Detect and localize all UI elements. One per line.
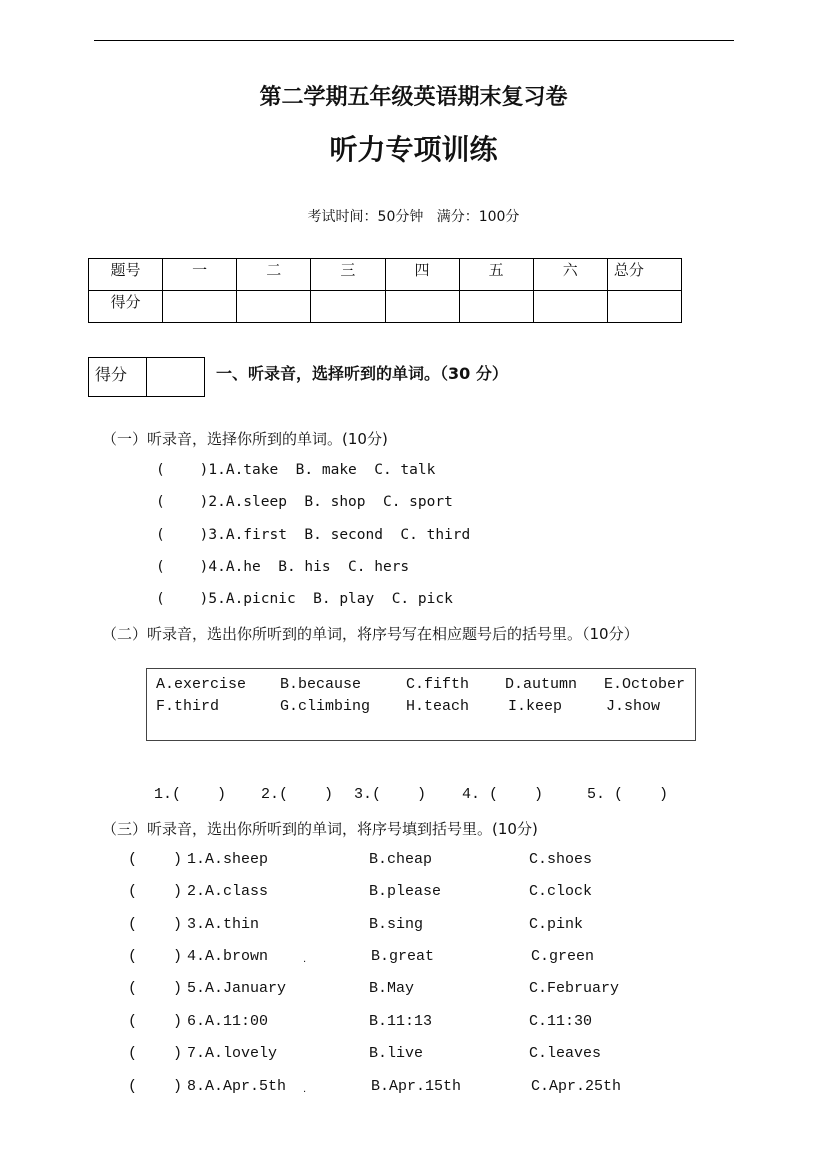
option-b: B.11:13	[369, 1013, 433, 1030]
part1-item: ( )1.A.take B. make C. talk	[156, 462, 436, 478]
option-a: 3.A.thin	[187, 916, 260, 933]
word-bank-item: G.climbing	[280, 698, 371, 715]
option-a: 1.A.sheep	[187, 851, 269, 868]
score-cell-1: 一	[163, 259, 237, 291]
section-score-box	[88, 357, 205, 397]
top-rule	[94, 40, 734, 41]
option-a: 8.A.Apr.5th	[187, 1078, 287, 1095]
option-b: B.sing	[369, 916, 424, 933]
answer-bracket[interactable]: ( )	[128, 916, 183, 933]
option-a: 5.A.January	[187, 980, 287, 997]
score-input-cell[interactable]	[311, 291, 385, 323]
part1-item: ( )4.A.he B. his C. hers	[156, 559, 410, 575]
option-b: B.May	[369, 980, 415, 997]
score-cell-total: 总分	[607, 259, 681, 291]
word-bank-item: J.show	[606, 698, 661, 715]
score-cell-2: 二	[237, 259, 311, 291]
answer-bracket[interactable]: ( )	[128, 948, 183, 965]
word-bank-item: B.because	[280, 676, 362, 693]
score-cell-label: 题号	[89, 259, 163, 291]
score-cell-4: 四	[385, 259, 459, 291]
score-table-score-row	[89, 291, 682, 323]
answer-bracket[interactable]: ( )	[128, 980, 183, 997]
score-input-cell[interactable]	[459, 291, 533, 323]
option-a: 7.A.lovely	[187, 1045, 278, 1062]
exam-subtitle: 听力专项训练	[329, 133, 498, 166]
answer-bracket[interactable]: ( )	[128, 883, 183, 900]
answer-blank[interactable]: 1.( )	[154, 786, 227, 803]
part1-instruction: （一）听录音，选择你所到的单词。(10分)	[102, 430, 388, 448]
option-b: B.live	[369, 1045, 424, 1062]
option-a: 2.A.class	[187, 883, 269, 900]
score-cell-6: 六	[533, 259, 607, 291]
section-score-input[interactable]	[147, 358, 205, 397]
part3-instruction: （三）听录音，选出你所听到的单词，将序号填到括号里。(10分)	[102, 820, 538, 838]
option-b: B.please	[369, 883, 442, 900]
word-bank-item: F.third	[156, 698, 220, 715]
answer-bracket[interactable]: ( )	[128, 1013, 183, 1030]
stray-mark: .	[303, 954, 307, 965]
exam-title: 第二学期五年级英语期末复习卷	[259, 84, 568, 110]
part1-item: ( )5.A.picnic B. play C. pick	[156, 591, 453, 607]
option-b: B.great	[371, 948, 435, 965]
score-input-cell[interactable]	[237, 291, 311, 323]
score-table	[88, 258, 682, 323]
option-c: C.pink	[529, 916, 584, 933]
word-bank-item: H.teach	[406, 698, 470, 715]
word-bank-item: A.exercise	[156, 676, 247, 693]
word-bank-item: C.fifth	[406, 676, 470, 693]
section-title: 一、听录音，选择听到的单词。（30 分）	[216, 364, 508, 383]
score-input-cell[interactable]	[607, 291, 681, 323]
answer-blank[interactable]: 3.( )	[354, 786, 427, 803]
answer-bracket[interactable]: ( )	[128, 1045, 183, 1062]
score-cell-5: 五	[459, 259, 533, 291]
answer-blank[interactable]: 5. ( )	[587, 786, 669, 803]
score-cell-3: 三	[311, 259, 385, 291]
option-b: B.cheap	[369, 851, 433, 868]
section-score-label: 得分	[89, 358, 147, 397]
answer-blank[interactable]: 4. ( )	[462, 786, 544, 803]
option-b: B.Apr.15th	[371, 1078, 462, 1095]
option-c: C.11:30	[529, 1013, 593, 1030]
answer-bracket[interactable]: ( )	[128, 1078, 183, 1095]
option-c: C.leaves	[529, 1045, 602, 1062]
score-table-header-row	[89, 259, 682, 291]
answer-bracket[interactable]: ( )	[128, 851, 183, 868]
stray-mark: .	[303, 1084, 307, 1095]
option-c: C.clock	[529, 883, 593, 900]
score-input-cell[interactable]	[533, 291, 607, 323]
option-c: C.Apr.25th	[531, 1078, 622, 1095]
score-input-cell[interactable]	[385, 291, 459, 323]
word-bank-item: I.keep	[508, 698, 563, 715]
option-c: C.green	[531, 948, 595, 965]
option-a: 6.A.11:00	[187, 1013, 269, 1030]
part2-instruction: （二）听录音，选出你所听到的单词，将序号写在相应题号后的括号里。（10分）	[102, 625, 639, 643]
part1-item: ( )3.A.first B. second C. third	[156, 527, 471, 543]
word-bank-item: D.autumn	[505, 676, 578, 693]
score-input-cell[interactable]	[163, 291, 237, 323]
option-c: C.February	[529, 980, 620, 997]
part1-item: ( )2.A.sleep B. shop C. sport	[156, 494, 453, 510]
option-a: 4.A.brown	[187, 948, 269, 965]
answer-blank[interactable]: 2.( )	[261, 786, 334, 803]
word-bank-item: E.October	[604, 676, 686, 693]
score-row-label: 得分	[89, 291, 163, 323]
option-c: C.shoes	[529, 851, 593, 868]
exam-info: 考试时间：50分钟 满分：100分	[307, 209, 520, 225]
